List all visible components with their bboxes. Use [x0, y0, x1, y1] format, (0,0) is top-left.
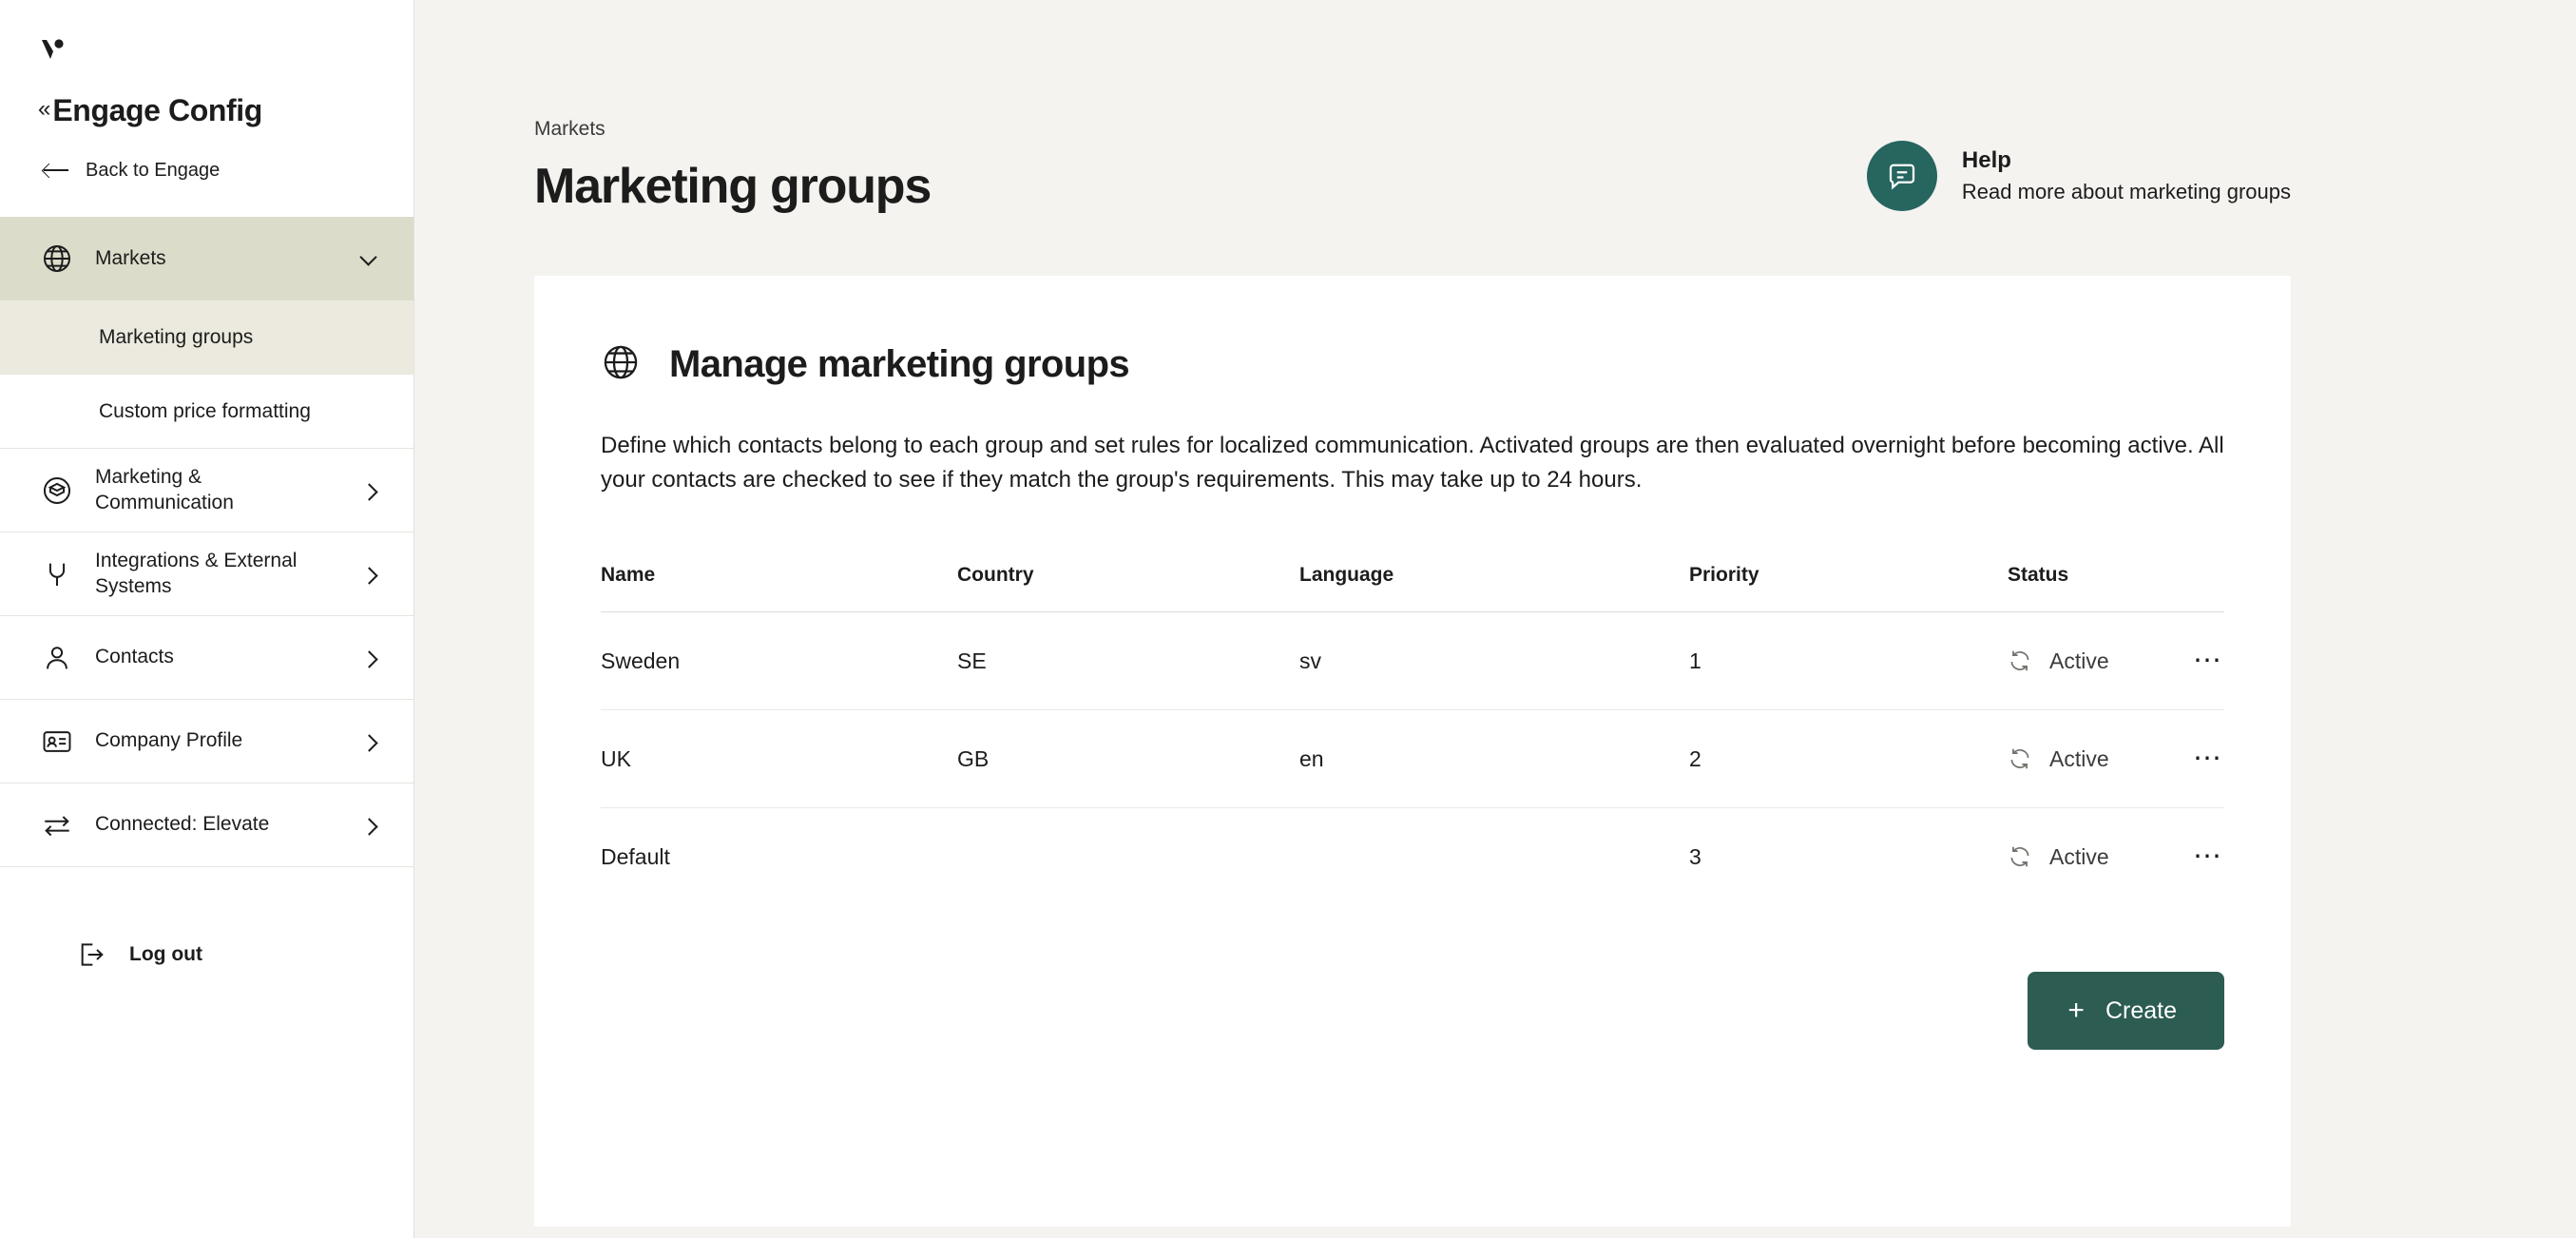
column-header-country: Country: [957, 564, 1299, 612]
sidebar-subitem-label: Marketing groups: [99, 326, 254, 348]
sidebar-item-label: Markets: [95, 246, 166, 269]
sidebar-subitem-label: Custom price formatting: [99, 399, 311, 422]
logo-container: [0, 0, 413, 87]
cell-actions: [2139, 612, 2224, 710]
sidebar-nav: [0, 217, 413, 867]
cell-status: [2008, 710, 2139, 808]
globe-icon: [40, 242, 74, 276]
chevron-right-icon[interactable]: [360, 816, 379, 835]
chevron-right-icon[interactable]: [360, 648, 379, 667]
sidebar-item-label: Contacts: [95, 646, 174, 668]
main-content: [414, 0, 2576, 1238]
card-title: Manage marketing groups: [669, 343, 1130, 385]
sidebar-item-integrations-external-systems[interactable]: [0, 532, 413, 616]
double-chevron-left-icon[interactable]: «: [38, 95, 49, 122]
cell-language: en: [1299, 710, 1689, 808]
back-to-engage-link[interactable]: [0, 133, 413, 184]
id-card-icon: [40, 725, 74, 759]
cell-name: Default: [601, 843, 670, 869]
chat-bubble-icon: [1867, 141, 1937, 211]
card-header: [601, 342, 2224, 387]
sidebar-item-markets[interactable]: [0, 217, 413, 300]
chevron-right-icon[interactable]: [360, 732, 379, 751]
kebab-menu-icon[interactable]: ⋯: [2193, 743, 2224, 774]
plus-icon: +: [2067, 995, 2085, 1026]
arrow-left-icon: [44, 163, 70, 178]
cell-status: [2008, 612, 2139, 710]
status-label: Active: [2049, 648, 2109, 673]
column-header-language: Language: [1299, 564, 1689, 612]
status-label: Active: [2049, 843, 2109, 869]
plug-icon: [40, 557, 74, 591]
chevron-right-icon[interactable]: [360, 565, 379, 584]
manage-marketing-groups-card: [534, 276, 2291, 1227]
kebab-menu-icon[interactable]: ⋯: [2193, 841, 2224, 872]
cell-priority: 3: [1689, 843, 1701, 869]
sidebar-item-custom-price-formatting[interactable]: [0, 375, 413, 449]
globe-icon: [601, 342, 641, 387]
brand-title: Engage Config: [52, 92, 262, 127]
table-body: [601, 612, 2224, 906]
help-link[interactable]: [1867, 141, 2291, 211]
column-header-actions: [2139, 564, 2224, 612]
column-header-name: Name: [601, 564, 957, 612]
page-heading-block: [534, 118, 931, 215]
sync-icon: [2008, 746, 2032, 771]
chevron-down-icon[interactable]: [360, 249, 379, 268]
sidebar-item-label: Marketing & Communication: [95, 466, 234, 513]
sidebar-item-label: Connected: Elevate: [95, 813, 270, 836]
sidebar-item-marketing-groups[interactable]: [0, 300, 413, 375]
logout-label: Log out: [129, 943, 202, 965]
column-header-status: Status: [2008, 564, 2139, 612]
cell-language: sv: [1299, 612, 1689, 710]
cell-priority: 1: [1689, 612, 2008, 710]
breadcrumb[interactable]: Markets: [534, 118, 606, 140]
back-to-engage-label: Back to Engage: [86, 159, 221, 181]
cell-actions: [2139, 808, 2224, 906]
sidebar-item-marketing-communication[interactable]: [0, 449, 413, 532]
page-title: Marketing groups: [534, 159, 932, 214]
marketing-groups-table: [601, 564, 2224, 905]
voyado-logo-icon: [40, 38, 72, 67]
create-button[interactable]: [2028, 972, 2224, 1050]
logout-icon: [74, 938, 108, 972]
sidebar: [0, 0, 414, 1238]
kebab-menu-icon[interactable]: ⋯: [2193, 645, 2224, 676]
table-row[interactable]: [601, 710, 2224, 808]
arrows-exchange-icon: [40, 808, 74, 842]
table-header-row: [601, 564, 2224, 612]
megaphone-globe-icon: [40, 474, 74, 508]
cell-priority: 2: [1689, 710, 2008, 808]
status-label: Active: [2049, 745, 2109, 771]
cell-name: Sweden: [601, 612, 957, 710]
chevron-right-icon[interactable]: [360, 481, 379, 500]
logout-button[interactable]: [0, 907, 413, 1002]
cell-status: [2008, 808, 2139, 906]
table-row[interactable]: [601, 612, 2224, 710]
cell-country: GB: [957, 710, 1299, 808]
help-title: Help: [1961, 147, 2011, 173]
person-icon: [40, 641, 74, 675]
card-description: Define which contacts belong to each group and set rules for localized communication. Activated groups are then evaluated overnight before becoming active. All your contacts are checked to see if they match the group's requirements. This may take up to 24 hours.: [601, 433, 2224, 493]
sync-icon: [2008, 648, 2032, 673]
sidebar-item-connected-elevate[interactable]: [0, 783, 413, 867]
sidebar-item-label: Integrations & External Systems: [95, 550, 298, 597]
status-badge: [2008, 648, 2139, 674]
create-button-label: Create: [2105, 996, 2177, 1024]
table-head: [601, 564, 2224, 612]
help-subtitle: Read more about marketing groups: [1961, 180, 2291, 203]
cell-name: UK: [601, 710, 957, 808]
cell-country: [957, 808, 1299, 906]
column-header-priority: Priority: [1689, 564, 2008, 612]
page-header: [414, 0, 2291, 276]
table-row[interactable]: [601, 808, 2224, 906]
sidebar-item-company-profile[interactable]: [0, 700, 413, 783]
sidebar-item-contacts[interactable]: [0, 616, 413, 700]
brand-row: [0, 87, 413, 133]
cell-country: SE: [957, 612, 1299, 710]
status-badge: [2008, 746, 2139, 772]
sync-icon: [2008, 844, 2032, 869]
sidebar-item-label: Company Profile: [95, 729, 243, 752]
cell-language: [1299, 808, 1689, 906]
cell-actions: [2139, 710, 2224, 808]
status-badge: [2008, 844, 2139, 870]
card-footer: [601, 972, 2224, 1050]
help-text-block: [1962, 147, 2291, 204]
